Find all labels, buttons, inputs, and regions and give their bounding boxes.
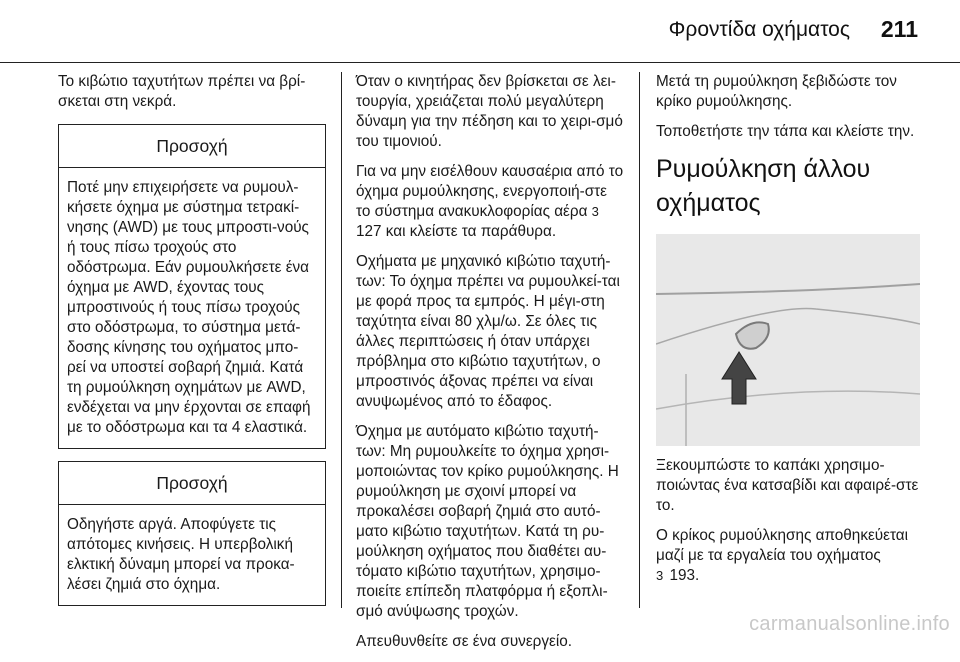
watermark: carmanualsonline.info [749, 613, 950, 635]
paragraph: Ξεκουμπώστε το καπάκι χρησιμο-ποιώντας ένα κατσαβίδι και αφαιρέ-στε το. [656, 457, 919, 514]
paragraph-text: 193. [669, 567, 700, 584]
paragraph-text: Ο κρίκος ρυμούλκησης αποθηκεύεται μαζί με τα εργαλεία του οχήματος [656, 527, 909, 564]
paragraph [356, 162, 624, 242]
tow-eye-cover-illustration [656, 234, 920, 446]
warning-heading: Προσοχή [59, 462, 325, 505]
paragraph-text: 127 και κλείστε τα παράθυρα. [356, 223, 557, 240]
paragraph [656, 526, 924, 586]
paragraph: Μετά τη ρυμούλκηση ξεβιδώστε τον κρίκο ρυμούλκησης. [656, 73, 897, 110]
column-divider [639, 72, 640, 608]
warning-heading: Προσοχή [59, 125, 325, 168]
warning-body [59, 505, 325, 605]
column-middle [356, 72, 624, 662]
warning-text: Οδηγήστε αργά. Αποφύγετε τις απότομες κινήσεις. Η υπερβολική ελκτική δύναμη μπορεί να προκα-λέσει ζημιά στο όχημα. [67, 516, 295, 593]
warning-box [58, 461, 326, 606]
page-reference-icon: 3 [656, 568, 664, 583]
section-title: Φροντίδα οχήματος [668, 18, 850, 41]
paragraph-text: Για να μην εισέλθουν καυσαέρια από το όχημα ρυμούλκησης, ενεργοποιή-στε το σύστημα ανακυκλοφορίας αέρα [356, 163, 624, 220]
page-header [0, 0, 960, 63]
section-heading: Ρυμούλκηση άλλου οχήματος [656, 155, 871, 217]
bumper-illustration [656, 234, 920, 446]
column-left [58, 72, 326, 606]
page-reference-icon: 3 [591, 204, 599, 219]
paragraph: Όχημα με αυτόματο κιβώτιο ταχυτή-των: Μη ρυμουλκείτε το όχημα χρησι-μοποιώντας τον κρίκο ρυμούλκησης. Η ρυμούλκηση με σχοινί μπορεί να προκαλέσει σοβαρή ζημιά στο αυτό-ματο κιβώτιο ταχυτήτων. Κατά τη ρυ-μούλκηση οχήματος που διαθέτει αυ-τόματο κιβώτιο ταχυτήτων, χρησιμο-ποιείτε επίπεδη πλατφόρμα ή εξοπλι-σμό ανύψωσης τροχών. [356, 423, 619, 620]
paragraph: Οχήματα με μηχανικό κιβώτιο ταχυτή-των: Το όχημα πρέπει να ρυμουλκεί-ται με φορά προς τα εμπρός. Η μέγι-στη ταχύτητα είναι 80 χλμ/ω. Σε όλες τις άλλες περιπτώσεις ή όταν υπάρχει πρόβλημα στο κιβώτιο ταχυτήτων, ο μπροστινός άξονας πρέπει να είναι ανυψωμένος από το έδαφος. [356, 253, 620, 410]
paragraph: Τοποθετήστε την τάπα και κλείστε την. [656, 123, 915, 140]
paragraph: Όταν ο κινητήρας δεν βρίσκεται σε λει-τουργία, χρειάζεται πολύ μεγαλύτερη δύναμη για την πέδηση και το χειρι-σμό του τιμονιού. [356, 73, 623, 150]
warning-box [58, 124, 326, 449]
warning-text: Ποτέ μην επιχειρήσετε να ρυμουλ-κήσετε όχημα με σύστημα τετρακί-νησης (AWD) με τους μπροστι-νούς ή τους πίσω τροχούς στο οδόστρωμα. Εάν ρυμουλκήσετε ένα όχημα με AWD, έχοντας τους μπροστινούς ή τους πίσω τροχούς στο οδόστρωμα, το σύστημα μετά-δοσης κίνησης του οχήματος μπο-ρεί να υποστεί σοβαρή ζημιά. Κατά τη ρυμούλκηση οχημάτων με AWD, ενδέχεται να μην έρχονται σε επαφή με το οδόστρωμα και τα 4 ελαστικά. [67, 179, 311, 436]
page-number: 211 [880, 16, 918, 42]
column-divider [341, 72, 342, 608]
paragraph: Το κιβώτιο ταχυτήτων πρέπει να βρί-σκεται στη νεκρά. [58, 73, 306, 110]
column-right [656, 72, 924, 596]
paragraph: Απευθυνθείτε σε ένα συνεργείο. [356, 633, 572, 650]
warning-body [59, 168, 325, 448]
